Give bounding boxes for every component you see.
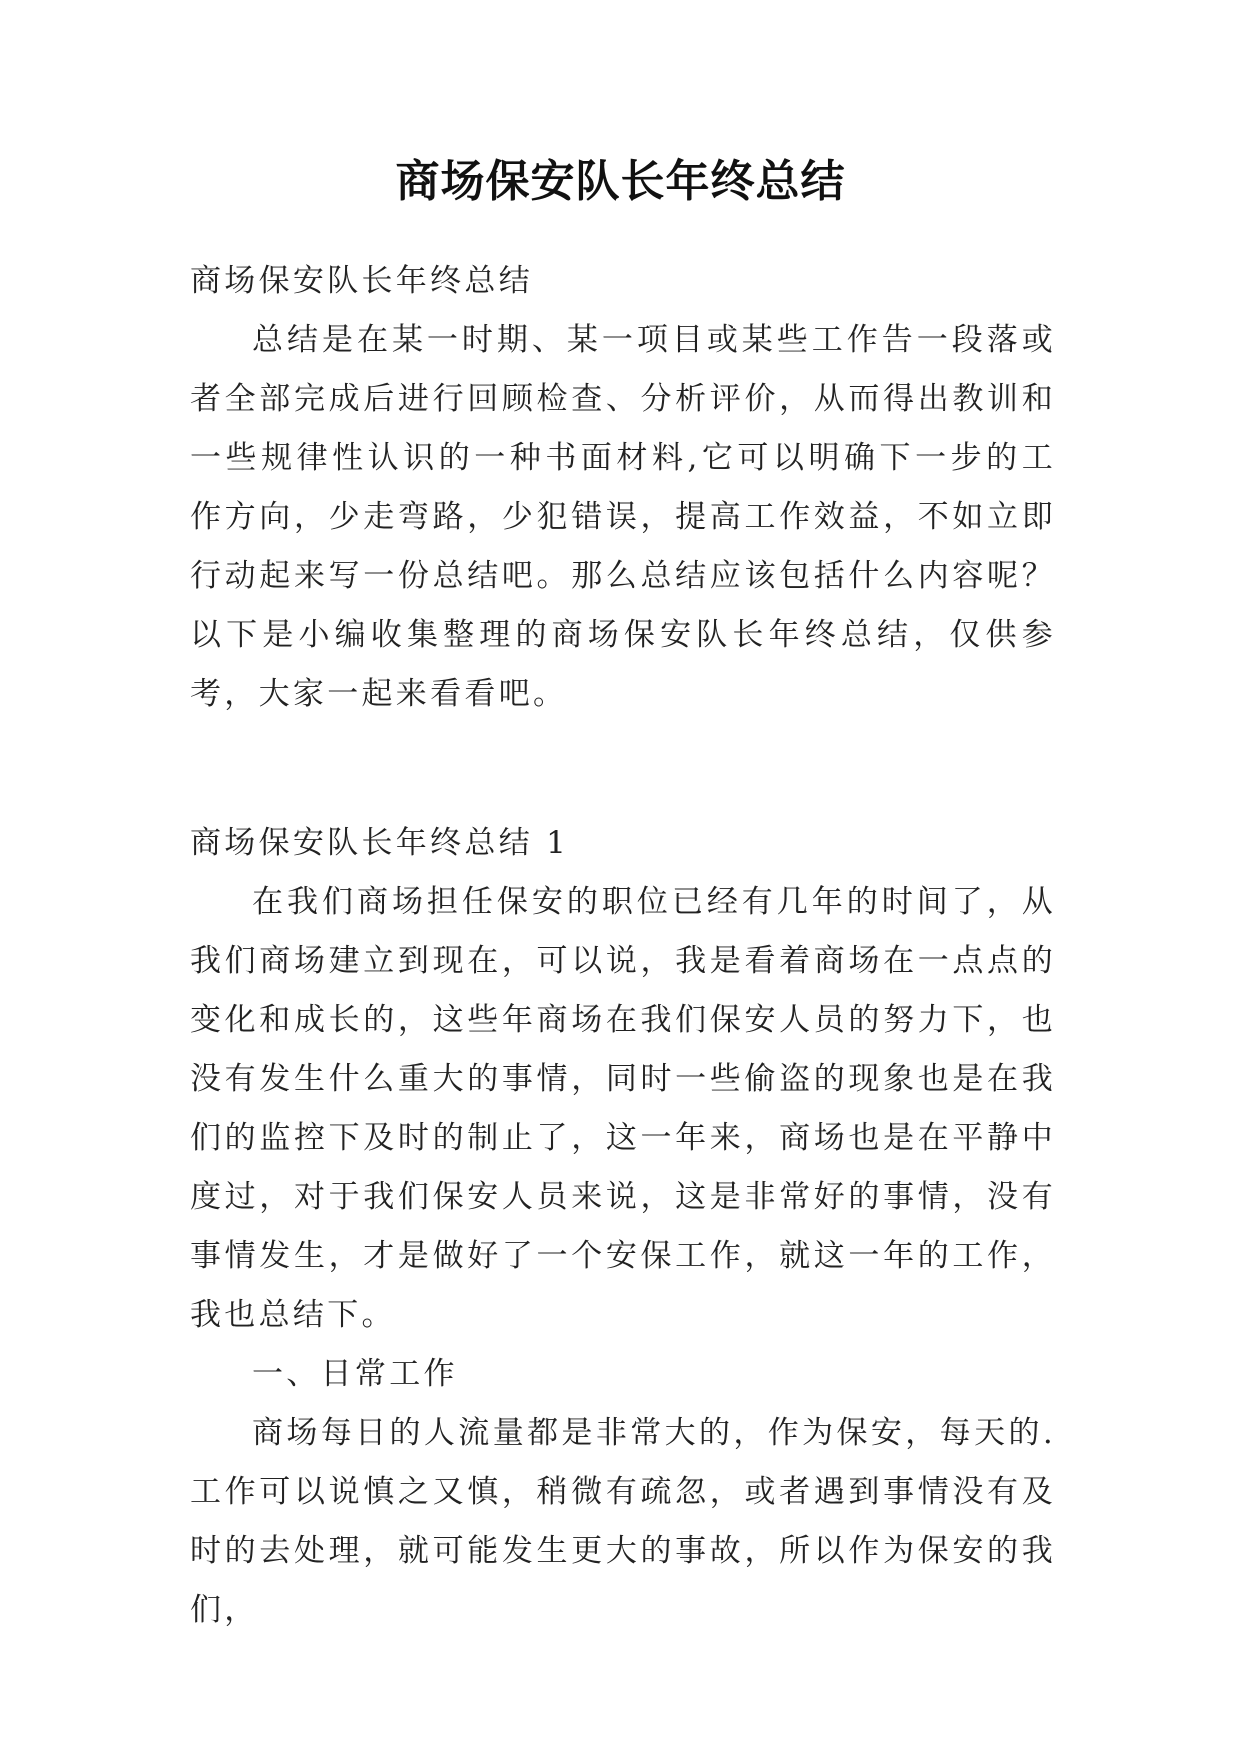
section-1 [190,814,1056,1640]
intro-section [190,252,1056,724]
intro-heading: 商场保安队长年终总结 [190,263,533,299]
subheading-daily-work: 一、日常工作 [252,1356,458,1392]
section-1-heading: 商场保安队长年终总结 1 [190,825,570,861]
document-title: 商场保安队长年终总结 [395,156,846,207]
daily-work-paragraph: 商场每日的人流量都是非常大的，作为保安，每天的.工作可以说慎之又慎，稍微有疏忽，或者遇到事情没有及时的去处理，就可能发生更大的事故，所以作为保安的我们， [190,1415,1056,1628]
intro-paragraph: 总结是在某一时期、某一项目或某些工作告一段落或者全部完成后进行回顾检查、分析评价，从而得出教训和一些规律性认识的一种书面材料,它可以明确下一步的工作方向，少走弯路，少犯错误，提高工作效益，不如立即行动起来写一份总结吧。那么总结应该包括什么内容呢？以下是小编收集整理的商场保安队长年终总结，仅供参考，大家一起来看看吧。 [190,322,1056,712]
section-1-paragraph: 在我们商场担任保安的职位已经有几年的时间了，从我们商场建立到现在，可以说，我是看着商场在一点点的变化和成长的，这些年商场在我们保安人员的努力下，也没有发生什么重大的事情，同时一些偷盗的现象也是在我们的监控下及时的制止了，这一年来，商场也是在平静中度过，对于我们保安人员来说，这是非常好的事情，没有事情发生，才是做好了一个安保工作，就这一年的工作，我也总结下。 [190,884,1056,1333]
